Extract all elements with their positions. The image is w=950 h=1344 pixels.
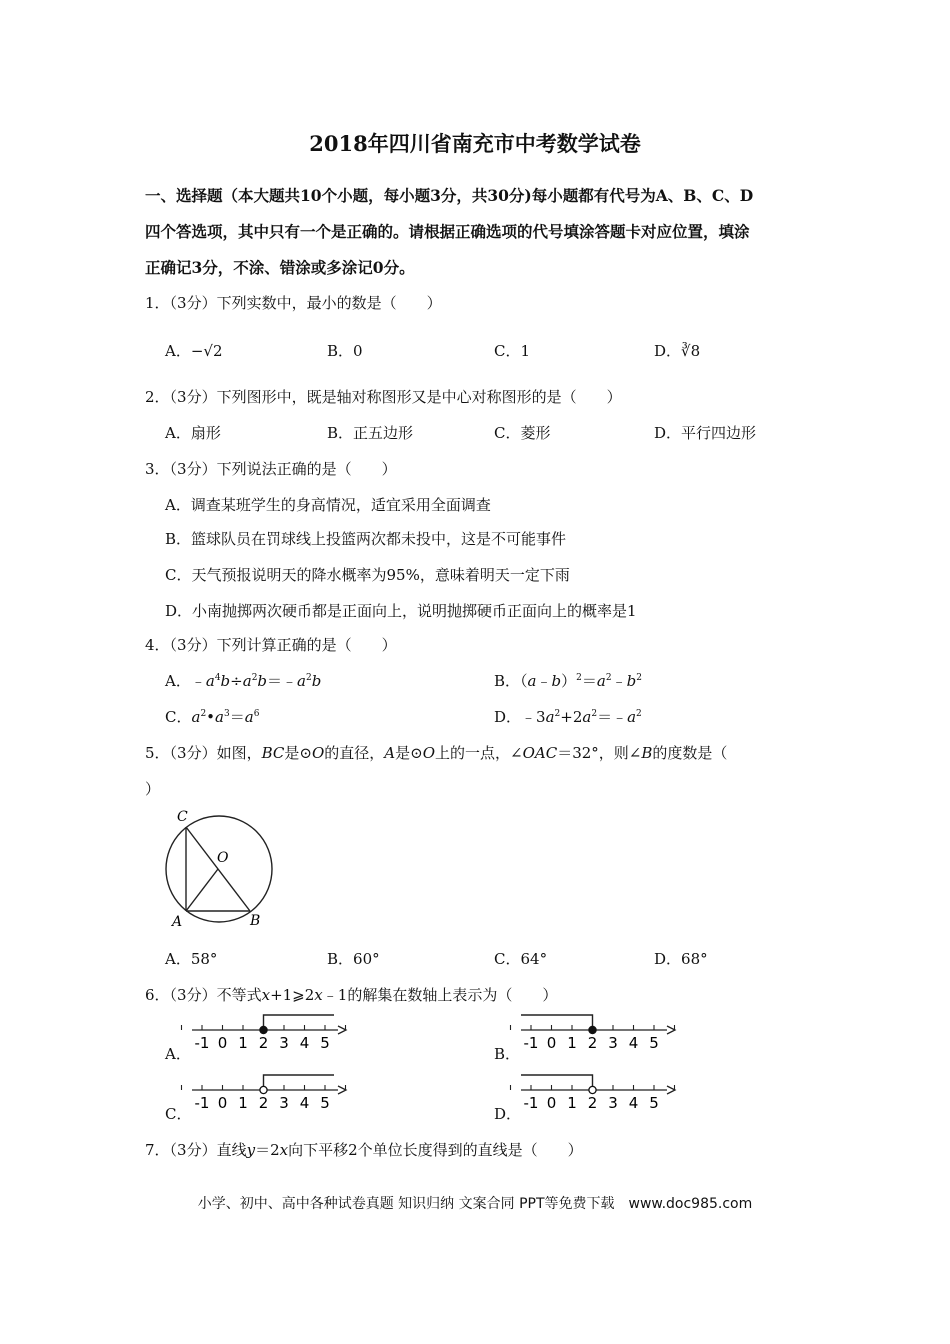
- q6-stem: [145, 984, 557, 1005]
- q6-number-line-d: [521, 1073, 681, 1113]
- solution-range-bracket: [521, 1075, 593, 1090]
- tick-label: 4: [628, 1034, 639, 1052]
- tick-label: 2: [587, 1094, 598, 1112]
- q5-option-b: B．60°: [327, 950, 380, 968]
- section-header-line-3: 正确记3分，不涂、错涂或多涂记0分。: [145, 258, 415, 277]
- q2-option-a: A．扇形: [165, 424, 221, 442]
- q7-stem-suffix: 向下平移2个单位长度得到的直线是（ ）: [288, 1141, 583, 1159]
- tick-label: 1: [567, 1034, 577, 1052]
- tick-label: 0: [546, 1094, 557, 1112]
- tick-label: 5: [320, 1034, 330, 1052]
- tick-label: -1: [194, 1094, 210, 1112]
- axis-arrow: [338, 1086, 346, 1094]
- tick-label: 4: [299, 1034, 310, 1052]
- q1-option-c: C．1: [494, 342, 531, 360]
- q4-option-a-math: $﹣a^4b\div a^2b=﹣a^2b$: [190, 672, 322, 690]
- q4-option-b: [494, 670, 642, 691]
- tick-label: 3: [279, 1034, 289, 1052]
- q3-option-c: C．天气预报说明天的降水概率为95%，意味着明天一定下雨: [165, 566, 570, 584]
- page-title: 2018年四川省南充市中考数学试卷: [309, 131, 641, 156]
- tick-label: -1: [523, 1094, 539, 1112]
- tick-label: 2: [258, 1094, 269, 1112]
- q3-stem: 3．（3分）下列说法正确的是（ ）: [145, 460, 397, 478]
- axis-arrow: [338, 1026, 346, 1034]
- tick-label: 0: [546, 1034, 557, 1052]
- q5-stem: [145, 742, 727, 763]
- q4-option-c-label: C．: [165, 708, 192, 726]
- q6-number-line-c: [192, 1073, 352, 1113]
- solution-range-bracket: [264, 1015, 335, 1030]
- q5-option-c: C．64°: [494, 950, 548, 968]
- tick-label: 3: [608, 1094, 618, 1112]
- q5-circle-figure: [160, 805, 280, 930]
- q4-option-d-math: $﹣3a^2+2a^2=﹣a^2$: [521, 708, 642, 726]
- q6-number-line-a: [192, 1013, 352, 1053]
- q5-option-a: A．58°: [165, 950, 218, 968]
- q3-option-a: A．调查某班学生的身高情况，适宜采用全面调查: [165, 496, 491, 514]
- axis-arrow: [667, 1086, 675, 1094]
- tick-label: 1: [567, 1094, 577, 1112]
- q1-option-a-math: −√2: [190, 342, 223, 360]
- tick-label: 3: [608, 1034, 618, 1052]
- q1-option-a: [165, 340, 223, 361]
- tick-label: 1: [238, 1094, 248, 1112]
- tick-label: 2: [258, 1034, 269, 1052]
- q2-option-b: B．正五边形: [327, 424, 414, 442]
- tick-label: 0: [217, 1094, 228, 1112]
- q4-option-a-label: A．: [165, 672, 191, 690]
- solid-endpoint-dot: [260, 1026, 267, 1033]
- q6-number-line-b: [521, 1013, 681, 1053]
- q1-option-d-math: ∛8: [681, 342, 701, 360]
- q6-stem-suffix: 的解集在数轴上表示为（ ）: [347, 986, 558, 1004]
- q3-option-b: B．篮球队员在罚球线上投篮两次都未投中，这是不可能事件: [165, 530, 567, 548]
- tick-label: 5: [320, 1094, 330, 1112]
- tick-label: -1: [523, 1034, 539, 1052]
- q4-option-b-label: B．: [494, 672, 521, 690]
- q5-stem-line-2: ）: [145, 780, 161, 798]
- section-header-line-1: 一、选择题（本大题共10个小题，每小题3分，共30分)每小题都有代号为A、B、C、D: [145, 186, 754, 205]
- q7-stem: [145, 1139, 583, 1160]
- hollow-endpoint-dot: [260, 1086, 267, 1093]
- q6-option-d-label: D．: [494, 1105, 522, 1123]
- solution-range-bracket: [521, 1015, 593, 1030]
- tick-label: 1: [238, 1034, 248, 1052]
- q4-option-c: [165, 706, 259, 727]
- tick-label: 4: [628, 1094, 639, 1112]
- tick-label: 0: [217, 1034, 228, 1052]
- solution-range-bracket: [264, 1075, 335, 1090]
- page-footer: 小学、初中、高中各种试卷真题 知识归纳 文案合同 PPT等免费下载 www.doc985.com: [197, 1196, 753, 1212]
- q3-option-d: D．小南抛掷两次硬币都是正面向上，说明抛掷硬币正面向上的概率是1: [165, 602, 637, 620]
- tick-label: 3: [279, 1094, 289, 1112]
- q5-stem-prefix: 5．（3分）如图，: [145, 744, 262, 762]
- label-point-b: B: [250, 913, 261, 929]
- tick-label: -1: [194, 1034, 210, 1052]
- q6-option-b-label: B．: [494, 1045, 521, 1063]
- q5-stem-math: BC是⊙O的直径，A是⊙O上的一点，∠OAC＝32°，则∠B的度数是（: [261, 744, 728, 762]
- q4-option-a: [165, 670, 321, 691]
- q1-option-d-label: D．: [654, 342, 682, 360]
- circle-o: [166, 816, 272, 922]
- q4-option-d-label: D．: [494, 708, 522, 726]
- q7-line-equation: y＝2x: [246, 1141, 289, 1159]
- q1-option-b: B．0: [327, 342, 363, 360]
- q1-option-d: [654, 340, 700, 361]
- hollow-endpoint-dot: [589, 1086, 596, 1093]
- q2-option-d: D．平行四边形: [654, 424, 757, 442]
- tick-label: 5: [649, 1094, 659, 1112]
- q4-option-c-math: $a^2•a^3=a^6$: [191, 708, 260, 726]
- q4-option-b-math: $(a﹣b)^2=a^2﹣b^2$: [520, 672, 642, 690]
- section-header-line-2: 四个答选项，其中只有一个是正确的。请根据正确选项的代号填涂答题卡对应位置，填涂: [145, 222, 750, 241]
- q6-stem-prefix: 6．（3分）不等式: [145, 986, 262, 1004]
- tick-label: 2: [587, 1034, 598, 1052]
- radius-oa: [186, 869, 218, 911]
- q2-option-c: C．菱形: [494, 424, 551, 442]
- solid-endpoint-dot: [589, 1026, 596, 1033]
- q5-option-d: D．68°: [654, 950, 708, 968]
- q6-option-c-label: C．: [165, 1105, 192, 1123]
- tick-label: 4: [299, 1094, 310, 1112]
- axis-arrow: [667, 1026, 675, 1034]
- q7-stem-prefix: 7．（3分）直线: [145, 1141, 247, 1159]
- q1-stem: 1．（3分）下列实数中，最小的数是（ ）: [145, 294, 442, 312]
- q6-option-a-label: A．: [165, 1045, 191, 1063]
- q1-option-a-label: A．: [165, 342, 191, 360]
- q4-stem: 4．（3分）下列计算正确的是（ ）: [145, 636, 397, 654]
- tick-label: 5: [649, 1034, 659, 1052]
- label-point-c: C: [177, 809, 188, 825]
- label-point-a: A: [172, 914, 183, 930]
- q6-inequality: x+1⩾2x﹣1: [261, 986, 348, 1004]
- q4-option-d: [494, 706, 642, 727]
- label-point-o: O: [217, 850, 229, 866]
- q2-stem: 2．（3分）下列图形中，既是轴对称图形又是中心对称图形的是（ ）: [145, 388, 622, 406]
